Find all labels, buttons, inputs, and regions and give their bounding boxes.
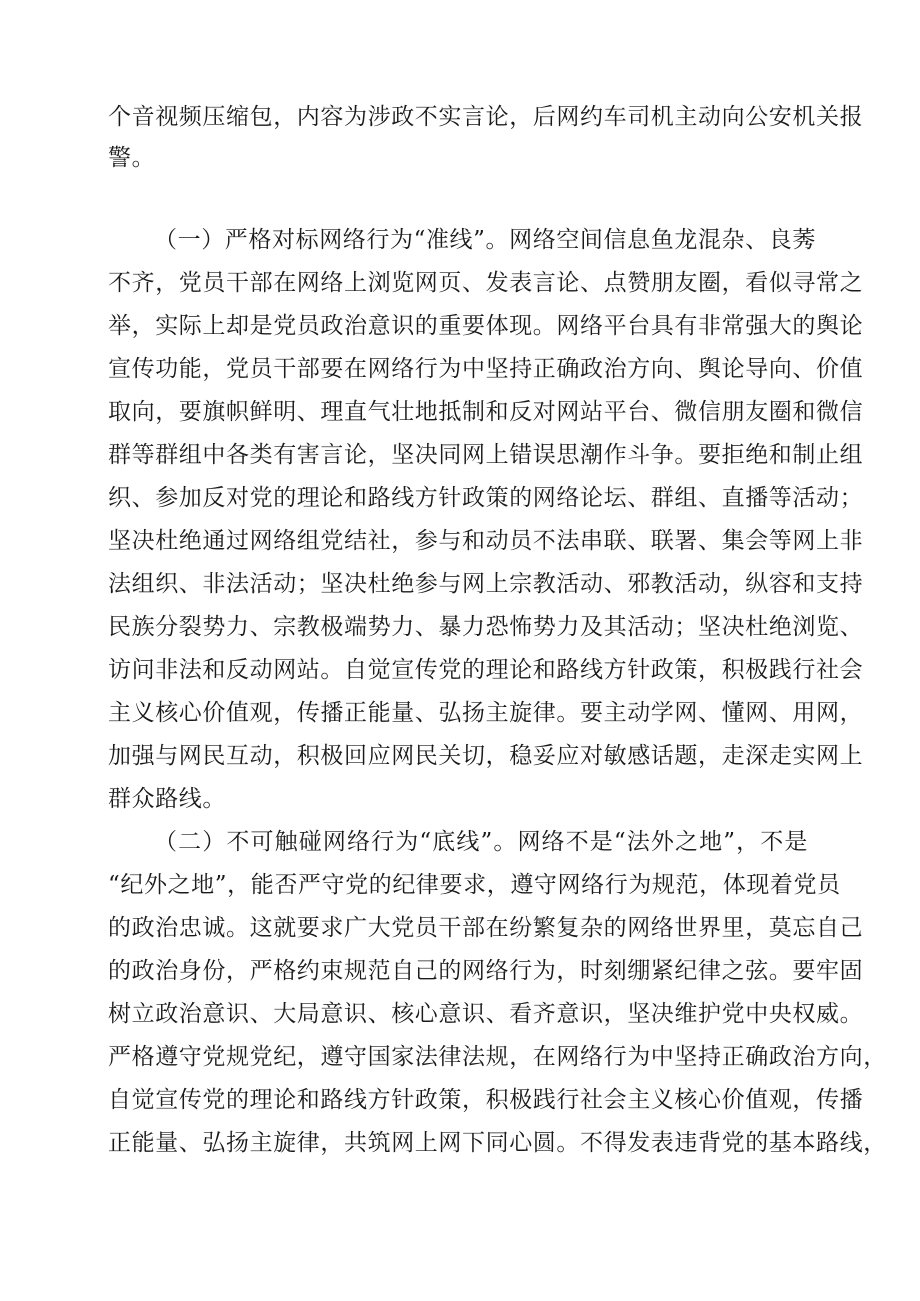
paragraph-1-first-line: （一）严格对标网络行为“准线”。网络空间信息鱼龙混杂、良莠 [154,227,816,253]
text-line: 举，实际上却是党员政治意识的重要体现。网络平台具有非常强大的舆论 [108,313,864,339]
text-line: 个音视频压缩包，内容为涉政不实言论，后网约车司机主动向公安机关报 [108,104,864,130]
text-line: 警。 [108,145,156,171]
text-line: 的政治忠诚。这就要求广大党员干部在纷繁复杂的网络世界里，莫忘自己 [108,915,864,941]
text-line: 严格遵守党规党纪，遵守国家法律法规，在网络行为中坚持正确政治方向， [108,1044,887,1070]
text-line: 主义核心价值观，传播正能量、弘扬主旋律。要主动学网、懂网、用网， [108,700,864,726]
text-line: 树立政治意识、大局意识、核心意识、看齐意识，坚决维护党中央权威。 [108,1001,864,1027]
text-line: 织、参加反对党的理论和路线方针政策的网络论坛、群组、直播等活动； [108,485,864,511]
text-line: 访问非法和反动网站。自觉宣传党的理论和路线方针政策，积极践行社会 [108,657,864,683]
text-line: 群众路线。 [108,786,226,812]
text-line: 自觉宣传党的理论和路线方针政策，积极践行社会主义核心价值观，传播 [108,1087,864,1113]
text-line: 的政治身份，严格约束规范自己的网络行为，时刻绷紧纪律之弦。要牢固 [108,958,864,984]
text-line: 宣传功能，党员干部要在网络行为中坚持正确政治方向、舆论导向、价值 [108,356,864,382]
text-line: 法组织、非法活动；坚决杜绝参与网上宗教活动、邪教活动，纵容和支持 [108,571,864,597]
text-line: 加强与网民互动，积极回应网民关切，稳妥应对敏感话题，走深走实网上 [108,743,864,769]
text-line: “纪外之地”，能否严守党的纪律要求，遵守网络行为规范，体现着党员 [108,872,841,898]
text-line: 不齐，党员干部在网络上浏览网页、发表言论、点赞朋友圈，看似寻常之 [108,270,864,296]
text-line: 正能量、弘扬主旋律，共筑网上网下同心圆。不得发表违背党的基本路线， [108,1130,887,1156]
text-line: 坚决杜绝通过网络组党结社，参与和动员不法串联、联署、集会等网上非 [108,528,864,554]
text-line: 民族分裂势力、宗教极端势力、暴力恐怖势力及其活动；坚决杜绝浏览、 [108,614,864,640]
text-line: 群等群组中各类有害言论，坚决同网上错误思潮作斗争。要拒绝和制止组 [108,442,864,468]
paragraph-2-first-line: （二）不可触碰网络行为“底线”。网络不是“法外之地”，不是 [154,829,808,855]
text-line: 取向，要旗帜鲜明、理直气壮地抵制和反对网站平台、微信朋友圈和微信 [108,399,864,425]
